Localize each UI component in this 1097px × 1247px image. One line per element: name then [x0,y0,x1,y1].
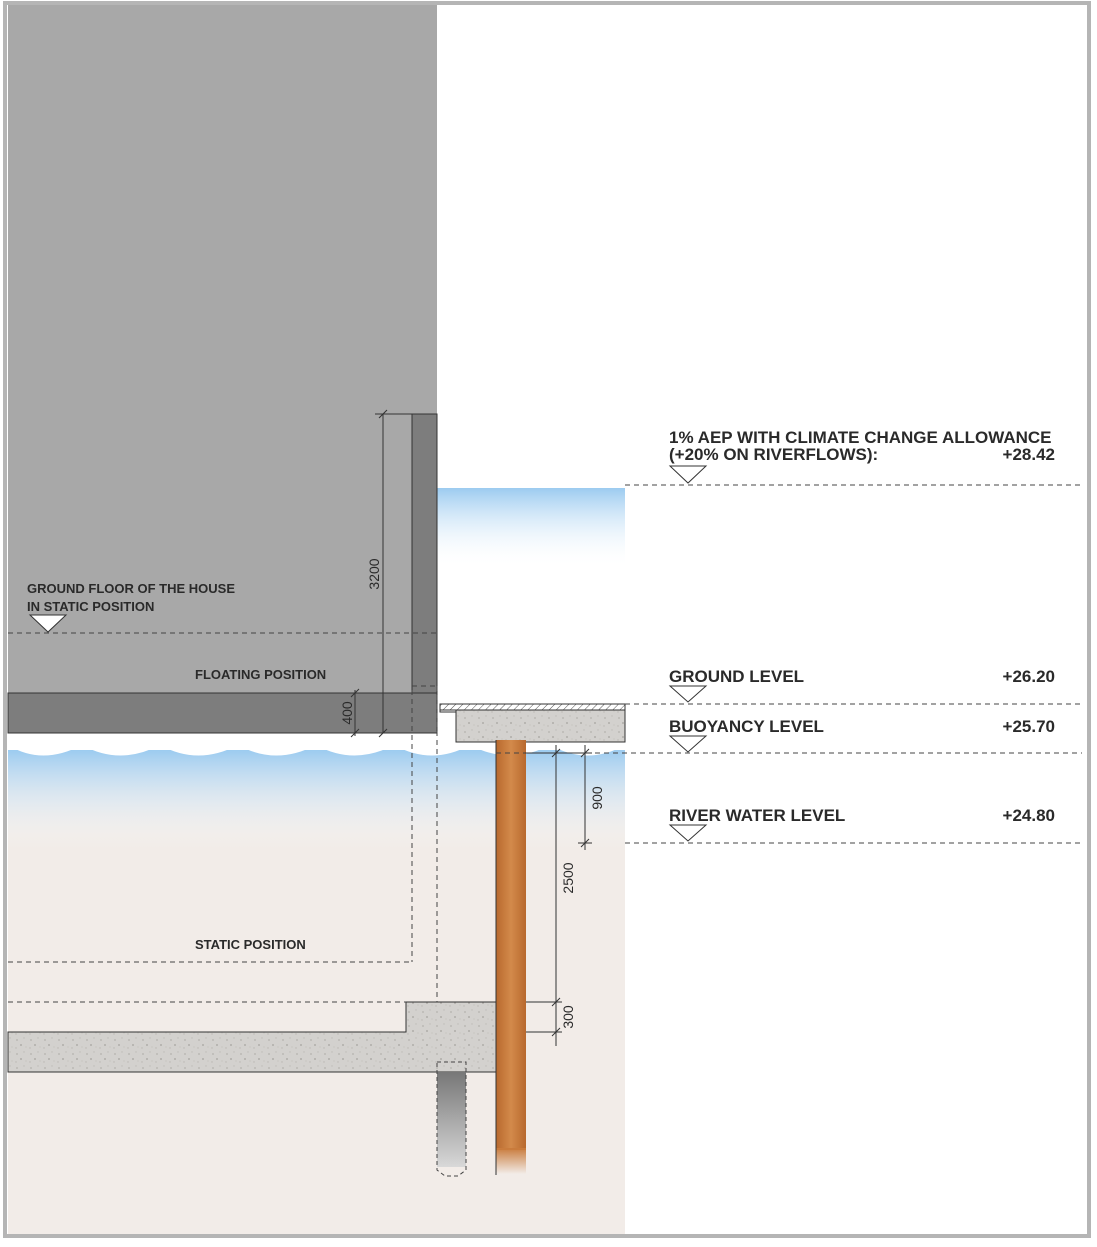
svg-text:2500: 2500 [560,862,576,894]
ground-level-label: GROUND LEVEL [669,667,805,686]
guide-post [437,1062,466,1176]
flood-level-label-2: (+20% ON RIVERFLOWS): [669,445,879,464]
flood-water [437,478,625,568]
buoyancy-level-label: BUOYANCY LEVEL [669,717,824,736]
ground-level-value: +26.20 [1002,667,1055,686]
river-level-value: +24.80 [1002,806,1055,825]
svg-text:900: 900 [589,786,605,810]
flood-level-value: +28.42 [1002,445,1055,464]
timber-pile [496,740,526,1150]
terrace-slab [456,710,625,742]
river-level-label: RIVER WATER LEVEL [669,806,846,825]
house-wall [412,414,437,694]
house-floor-slab [8,693,437,733]
static-position-label: STATIC POSITION [195,937,306,952]
ground-floor-label-2: IN STATIC POSITION [27,599,155,614]
floating-position-label: FLOATING POSITION [195,667,327,682]
buoyancy-level-value: +25.70 [1002,717,1055,736]
svg-text:300: 300 [560,1005,576,1029]
ground-floor-label-1: GROUND FLOOR OF THE HOUSE [27,581,235,596]
terrace-finish [440,704,625,710]
svg-text:400: 400 [339,701,355,725]
svg-text:3200: 3200 [366,558,382,590]
flood-level-label-1: 1% AEP WITH CLIMATE CHANGE ALLOWANCE [669,428,1052,447]
river-water [8,733,625,850]
